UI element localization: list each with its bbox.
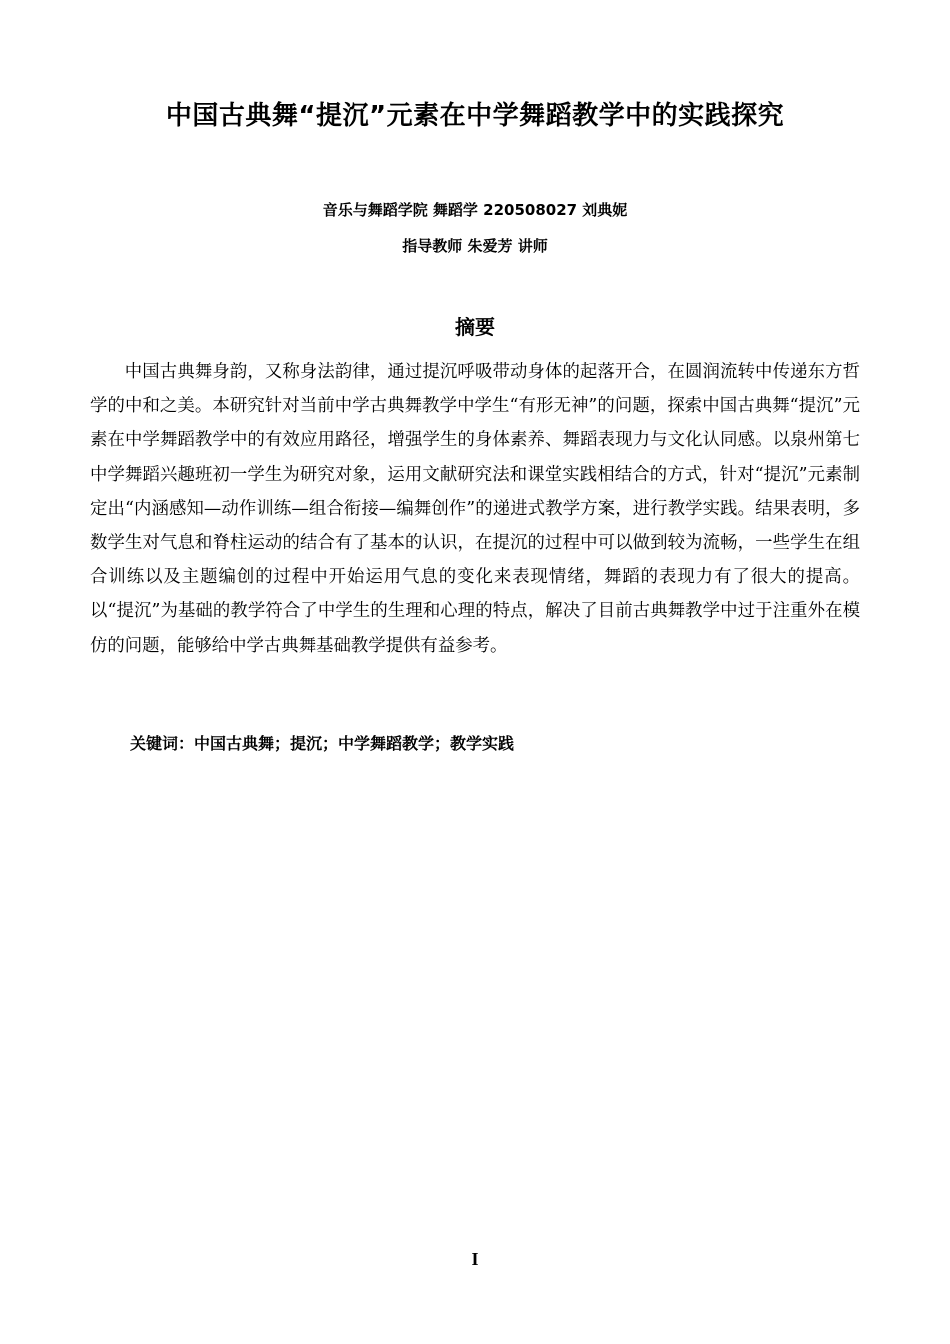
author-line: 音乐与舞蹈学院 舞蹈学 220508027 刘典妮 — [322, 201, 628, 219]
advisor-line: 指导教师 朱爱芳 讲师 — [402, 237, 548, 255]
keywords-line: 关键词：中国古典舞；提沉；中学舞蹈教学；教学实践 — [130, 734, 515, 753]
abstract-body: 中国古典舞身韵，又称身法韵律，通过提沉呼吸带动身体的起落开合，在圆润流转中传递东方哲学的中和之美。本研究针对当前中学古典舞教学中学生“有形无神”的问题，探索中国古典舞“提沉”元素在中学舞蹈教学中的有效应用路径，增强学生的身体素养、舞蹈表现力与文化认同感。以泉州第七中学舞蹈兴趣班初一学生为研究对象，运用文献研究法和课堂实践相结合的方式，针对“提沉”元素制定出“内涵感知—动作训练—组合衔接—编舞创作”的递进式教学方案，进行教学实践。结果表明，多数学生对气息和脊柱运动的结合有了基本的认识，在提沉的过程中可以做到较为流畅，一些学生在组合训练以及主题编创的过程中开始运用气息的变化来表现情绪，舞蹈的表现力有了很大的提高。以“提沉”为基础的教学符合了中学生的生理和心理的特点，解决了目前古典舞教学中过于注重外在模仿的问题，能够给中学古典舞基础教学提供有益参考。 — [90, 362, 860, 656]
abstract-heading: 摘要 — [455, 315, 495, 339]
page-number: I — [471, 1249, 479, 1269]
document-title: 中国古典舞“提沉”元素在中学舞蹈教学中的实践探究 — [165, 101, 785, 131]
